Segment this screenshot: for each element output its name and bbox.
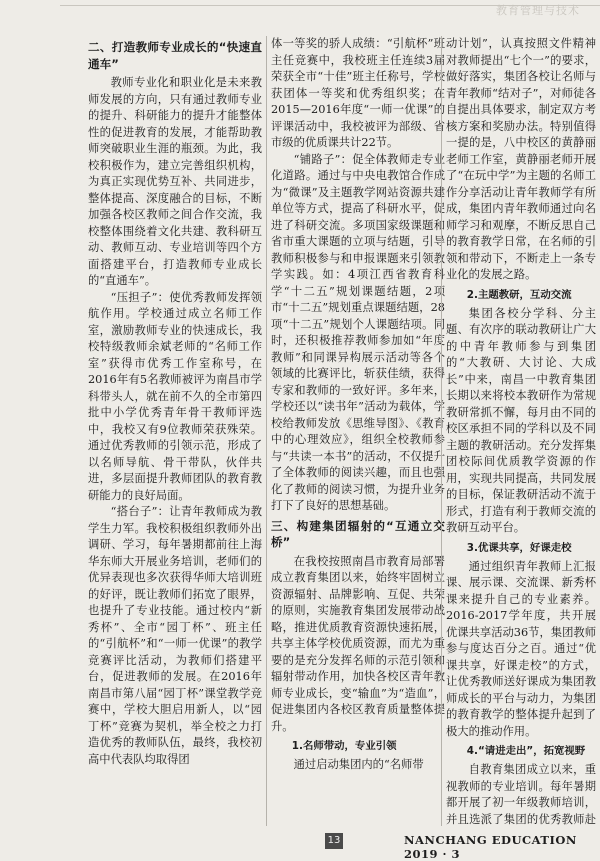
column-divider [441,36,442,826]
column-3 [446,36,596,826]
paragraph: 在我校按照南昌市教育局部署成立教育集团以来，始终牢固树立资源辐射、品牌影响、互促、共荣的原则，实施教育集团发展带动战略，推进优质教育资源快速拓展，共享主体学校优质资源，而尤为重要的是充分发挥名师的示范引领和辐射带动作用，加快各校区青年教师专业成长，变“输血”为“造血”，促进集团内各校区教育质量整体提升。 [271,554,445,733]
paragraph: 体一等奖的骄人成绩：“引航杯”班主任竞赛中，我校班主任连续3届荣获全市“十佳”班主任称号，学校获团体一等奖和优秀组织奖；在2015—2016年度“一师一优课”的评课活动中，我校被评为部级、省市级的优质课共计22节。 [271,37,445,149]
header-ghost-text: 教育管理与技术 [496,4,580,17]
page-number: 13 [325,833,343,849]
subheading: 3.优课共享，好课走校 [466,541,572,554]
paragraph: 集团各校分学科、分主题、有次序的联动教研让广大的中青年教师参与到集团的“大教研、大讨论、大成长”中来，南昌一中教育集团长期以来将校本教研作为常规教研常抓不懈，每月由不同的校区承担不同的学科以及不同主题的教研活动。充分发挥集团校际间优质教学资源的作用，实现共同提高，共同发展的目标，保证教研活动不流于形式，打造有利于教师交流的教研互动平台。 [446,306,596,534]
subheading: 4.“请进走出”，拓宽视野 [466,745,586,757]
column-2 [271,36,445,826]
paragraph: 自教育集团成立以来，重视教师的专业培训。每年暑期都开展了初一年级教师培训，并且选派了集团的优秀教师赴 [446,763,596,826]
paragraph: “搭台子”：让青年教师成为教学生力军。我校积极组织教师外出调研、学习，每年暑期都前往上海华东师大开展业务培训，老师们的优异表现也多次获得华师大培训班的好评，既让教师们拓宽了眼界，也提升了专业技能。通过校内“新秀杯”、全市“园丁杯”、班主任的“引航杯”和“一师一优课”的教学竞赛评比活动，为教师们搭建平台，促进教师的发展。在2016年南昌市第八届“园丁杯”课堂教学竞赛中，学校大胆启用新人，以“园丁杯”竞赛为契机，举全校之力打造优秀的教师队伍，最终，我校初高中代表队均取得团 [88,505,262,766]
paragraph: 通过启动集团内的“名师带 [293,758,424,771]
paragraph: 通过组织青年教师上汇报课、展示课、交流课、新秀杯课来提升自己的专业素养。2016-2017学年度，共开展优课共享活动36节，集团教师参与度达百分之百。通过“优课共享，好课走校”的方式，让优秀教师送好课成为集团教师成长的平台与动力，为集团的教育教学的整体提升起到了极大的推动作用。 [446,559,596,738]
magazine-title: NANCHANG EDUCATION 2019 · 3 [404,833,577,861]
subheading: 1.名师带动，专业引领 [291,740,397,752]
section-heading-3: 三、构建集团辐射的“互通立交桥” [271,518,445,549]
section-heading-2: 二、打造教师专业成长的“快速直通车” [88,40,262,71]
paragraph: 动计划”，认真按照文件精神对教师提出“七个一”的要求，做好落实，集团各校让名师与青年教师“结对子”，对师徒各自提出具体要求，制定双方考核方案和奖励办法。特别值得一提的是，八中校区的黄静丽老师工作室，黄静丽老师开展了“在玩中学”为主题的名师工作分享活动让青年教师学有所成，集团内青年教师通过向名师学习和观摩，不断反思自己的教育教学日常，在名师的引领和带动下，不断走上一条专业化的发展之路。 [446,37,596,281]
column-1 [88,36,262,826]
subheading: 2.主题教研，互动交流 [466,288,572,301]
paragraph: “压担子”：使优秀教师发挥领航作用。学校通过成立名师工作室，激励教师专业的快速成长，我校特级教师余斌老师的“名师工作室”获得市优秀工作室称号，在2016年有5名教师被评为南昌市学科带头人，就在前不久的全市第四批中小学优秀青年骨干教师评选中，我校又有9位教师荣获殊荣。通过优秀教师的引领示范，形成了以名师导航、骨干带队，伙伴共进，多层面提升教师团队的教育教研能力的良好局面。 [88,290,262,502]
column-divider [266,36,267,826]
paragraph: 教师专业化和职业化是未来教师发展的方向，只有通过教师专业的提升、科研能力的提升才能整体性的促进教育的发展，才能帮助教师突破职业生涯的瓶颈。为此，我校积极作为，建立完善组织机构，为真正实现优势互补、共同进步，整体提高、深度融合的目标，不断加强各校区教师之间合作交流，我校整体围绕着文化共建、教科研互动、教师互动、专业培训等四个方面搭建平台，打造教师专业成长的“直通车”。 [88,76,262,287]
paragraph: “铺路子”：促全体教师走专业化道路。通过与中央电教馆合作成为“微课”及主题教学网站资源共建单位等方式，提高了科研水平，促进了科研交流。多项国家级课题和省市重大课题的立项与结题，引导教师积极参与和申报课题来引领教学实践。如：4项江西省教育科学“十二五”规划课题结题，2项市“十二五”规划重点课题结题，28项“十二五”规划个人课题结项。同时，还积极推荐教师参加如“年度教师”和同课异构展示活动等各个领域的比赛评比，斩获佳绩，获得专家和教师的一致好评。多年来，学校还以“读书年”活动为载体，学校给教师发放《思维导图》、《教育中的心理效应》，组织全校教师参与“共读一本书”的活动，不仅提升了全体教师的阅读兴趣，而且也强化了教师的阅读习惯，为提升业务打下了良好的思想基础。 [271,152,445,512]
